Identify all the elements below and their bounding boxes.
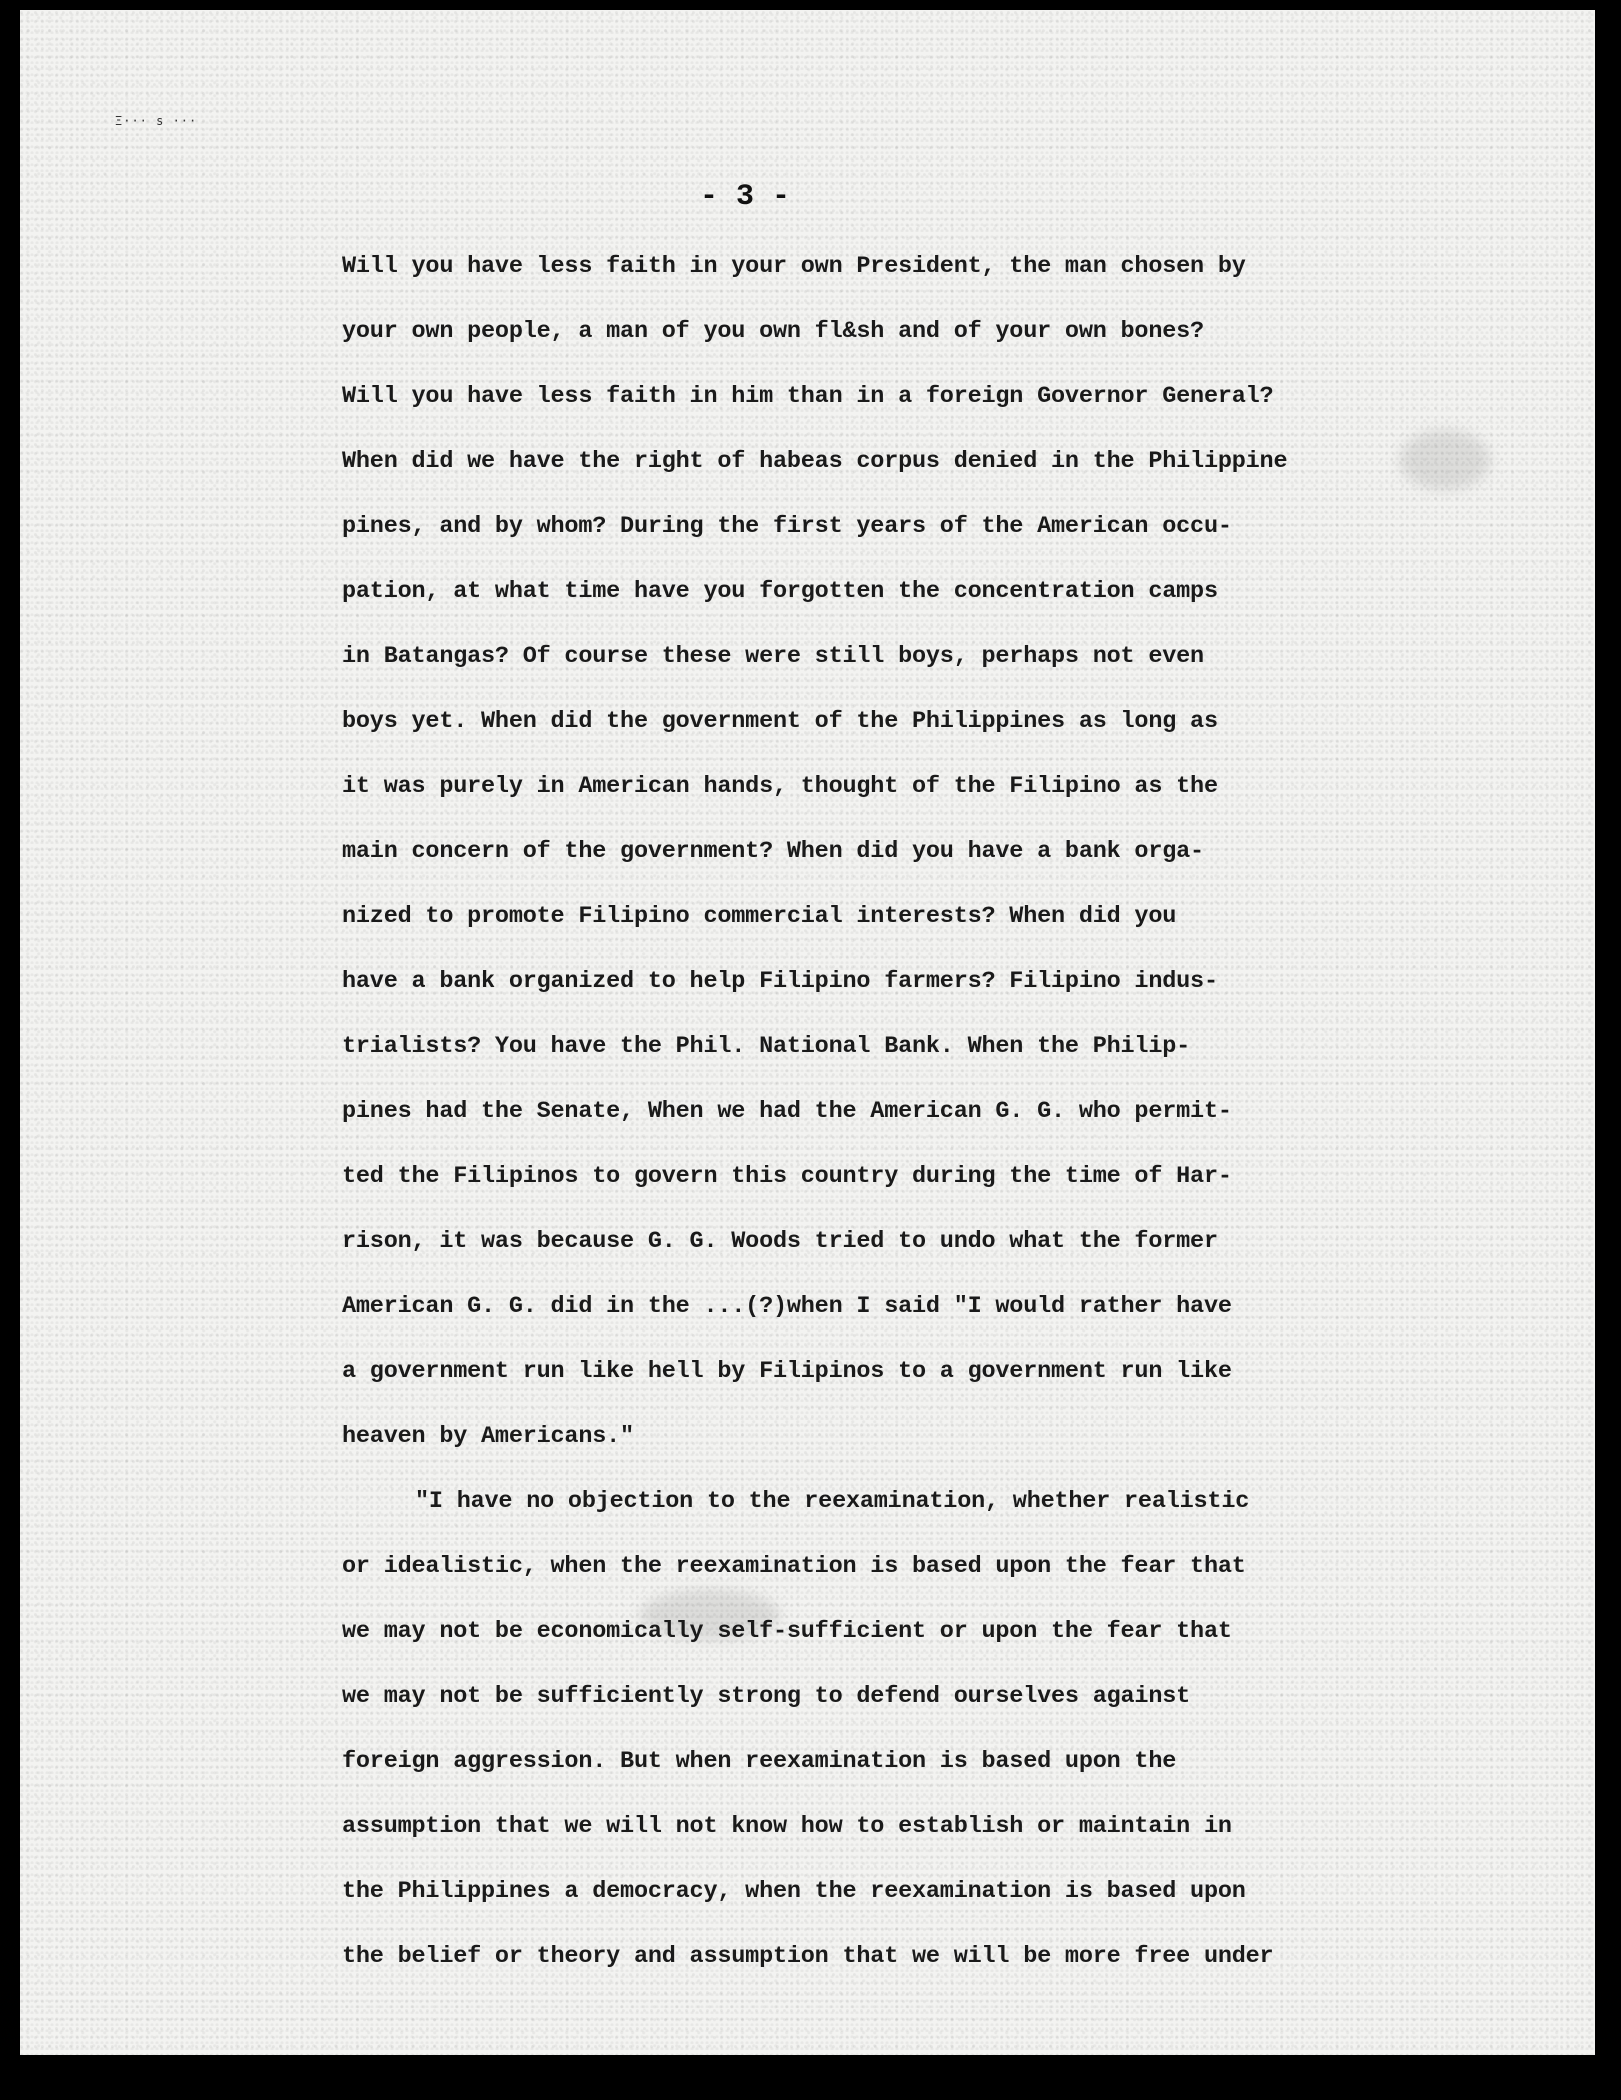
text-line: "I have no objection to the reexamination, whether realistic: [415, 1488, 1250, 1515]
page-number: - 3 -: [699, 180, 790, 214]
text-line: ted the Filipinos to govern this country during the time of Har-: [342, 1163, 1232, 1190]
text-line: rison, it was because G. G. Woods tried to undo what the former: [342, 1228, 1218, 1255]
text-line: we may not be economically self-sufficient or upon the fear that: [342, 1618, 1232, 1645]
text-line: in Batangas? Of course these were still boys, perhaps not even: [342, 643, 1204, 670]
text-line: have a bank organized to help Filipino farmers? Filipino indus-: [342, 968, 1218, 995]
text-line: or idealistic, when the reexamination is based upon the fear that: [342, 1553, 1246, 1580]
text-line: we may not be sufficiently strong to defend ourselves against: [342, 1683, 1191, 1710]
text-line: Will you have less faith in him than in a foreign Governor General?: [342, 383, 1274, 410]
text-line: heaven by Americans.": [342, 1423, 634, 1450]
text-line: pines had the Senate, When we had the American G. G. who permit-: [342, 1098, 1232, 1125]
text-line: pation, at what time have you forgotten the concentration camps: [342, 578, 1218, 605]
text-line: trialists? You have the Phil. National Bank. When the Philip-: [342, 1033, 1191, 1060]
text-line: it was purely in American hands, thought of the Filipino as the: [342, 773, 1218, 800]
text-line: When did we have the right of habeas corpus denied in the Philippine: [342, 448, 1288, 475]
typed-text-body: [342, 234, 1452, 1989]
document-page: [20, 10, 1595, 2055]
text-line: assumption that we will not know how to establish or maintain in: [342, 1813, 1232, 1840]
corner-mark: Ξ··· s ···: [115, 114, 198, 128]
text-line: your own people, a man of you own fl&sh and of your own bones?: [342, 318, 1204, 345]
text-line: the Philippines a democracy, when the reexamination is based upon: [342, 1878, 1246, 1905]
text-line: American G. G. did in the ...(?)when I said "I would rather have: [342, 1293, 1232, 1320]
text-line: the belief or theory and assumption that we will be more free under: [342, 1943, 1274, 1970]
text-line: boys yet. When did the government of the Philippines as long as: [342, 708, 1218, 735]
text-line: nized to promote Filipino commercial interests? When did you: [342, 903, 1177, 930]
text-line: main concern of the government? When did you have a bank orga-: [342, 838, 1204, 865]
text-line: foreign aggression. But when reexamination is based upon the: [342, 1748, 1177, 1775]
text-line: Will you have less faith in your own President, the man chosen by: [342, 253, 1246, 280]
text-line: pines, and by whom? During the first years of the American occu-: [342, 513, 1232, 540]
text-line: a government run like hell by Filipinos to a government run like: [342, 1358, 1232, 1385]
